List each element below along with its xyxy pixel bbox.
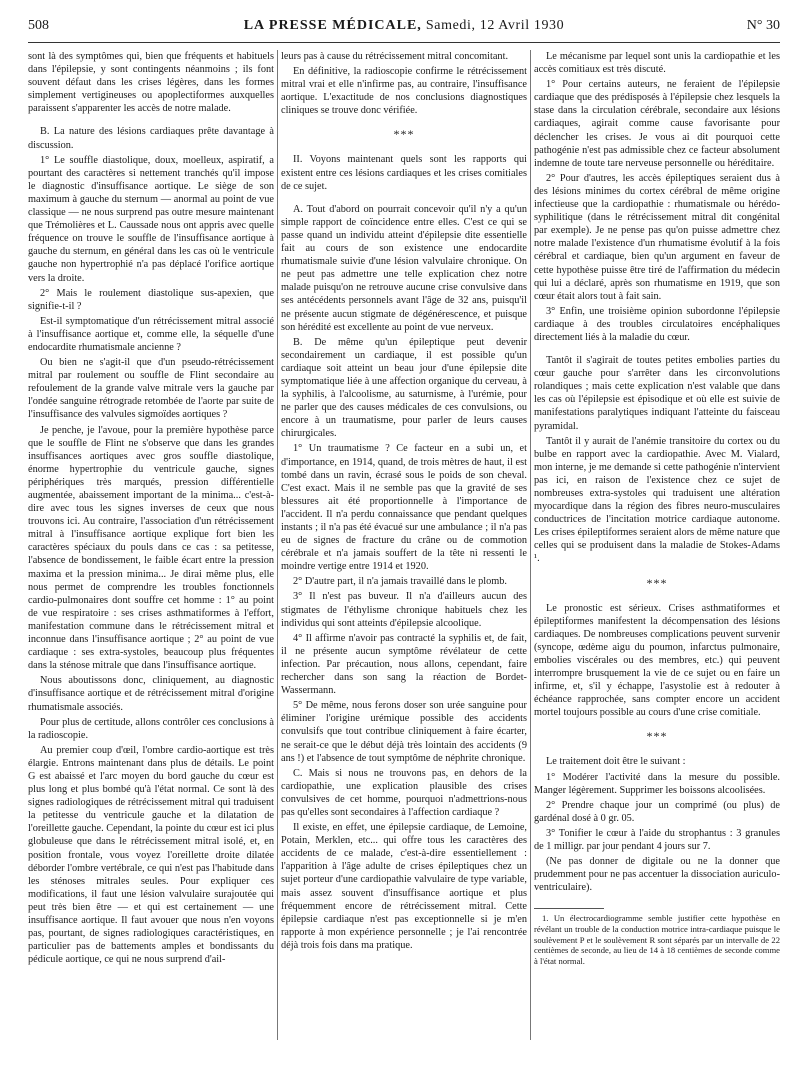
paragraph: Au premier coup d'œil, l'ombre cardio-aortique est très élargie. Entrons maintenant dans plus de détails. Le point G est abaissé et l'arc moyen du bord gauche du cœur est plus long et plus bombé qu'à l'état normal. Ce sont là des signes radiologiques de rétrécissement mitral qui traduisent la petitesse du ventricule gauche et la dilatation de l'oreillette gauche. Cependant, la pointe du cœur est ici plus globuleuse que dans le rétrécissement mitral isolé, et, en position frontale, vous voyez l'oreillette droite dilatée déborder l'ombre vertébrale, ce qui n'est pas l'habitude dans les sténoses mitrales seules. Pour expliquer ces modifications, il faut une lésion valvulaire surajoutée qui peut très bien être — et qui est certainement — une insuffisance aortique. Il faut avouer que nous n'en voyons pas, pourtant, de signes radiologiques caractéristiques, en particulier pas de battements amples et bondissants du pédicule aortique, ce qui ne nous surprend d'ail- [28, 744, 274, 966]
paragraph: 3° Tonifier le cœur à l'aide du strophantus : 3 granules de 1 milligr. par jour pendant 4 jours sur 7. [534, 827, 780, 852]
paragraph: 2° Prendre chaque jour un comprimé (ou plus) de gardénal dosé à 0 gr. 05. [534, 799, 780, 824]
paragraph: C. Mais si nous ne trouvons pas, en dehors de la cardiopathie, une explication plausible des crises convulsives de cet homme, pourquoi n'admettrions-nous pas qu'elles sont secondaires à l'affection cardiaque ? [281, 767, 527, 818]
paragraph: 1° Pour certains auteurs, ne feraient de l'épilepsie cardiaque que des prédisposés à l'épilepsie chez lesquels la stase dans la circulation cérébrale, secondaire aux lésions cardiaques, agirait comme cause favorisante pour déclencher les crises. Je vous ai dit pourquoi cette pathogénie n'est pas admissible chez ce facteur absolument indemne de toute tare nerveuse personnelle ou héréditaire. [534, 79, 780, 169]
paragraph: Ou bien ne s'agit-il que d'un pseudo-rétrécissement mitral par roulement ou souffle de Flint secondaire au refoulement de la grande valve mitrale vers la gauche par l'ondée sanguine rétrograde retombée de l'aorte par suite de l'insuffisance des valvules sigmoïdes aortiques ? [28, 357, 274, 421]
paragraph: Tantôt il s'agirait de toutes petites embolies parties du cœur gauche pour s'arrêter dans les circonvolutions rolandiques ; mais cette explication n'est valable que dans les cas où l'épilepsie est épisodique et où elle est suivie de manifestations paralytiques indiquant l'atteinte du faisceau pyramidal. [534, 355, 780, 432]
column-3 [534, 50, 780, 1070]
paragraph: 2° Mais le roulement diastolique sus-apexien, que signifie-t-il ? [28, 287, 274, 312]
paragraph: Le mécanisme par lequel sont unis la cardiopathie et les accès comitiaux est très discuté. [534, 51, 780, 76]
paragraph: A. Tout d'abord on pourrait concevoir qu'il n'y a qu'un simple rapport de coïncidence entre elles. C'est ce qui se passe quand un individu atteint d'épilepsie dite essentielle fait au cours de son existence une endocardite rhumatismale suivie d'une lésion valvulaire chronique. On ne peut pas admettre une telle explication chez notre malade puisqu'on ne retrouve aucune crise convulsive dans ses antécédents personnels avant l'âge de 32 ans, puisqu'il ne présente aucun stigmate de dégénérescence, et puisque son hérédité est excellente au point de vue nerveux. [281, 203, 527, 333]
issue-date: Samedi, 12 Avril 1930 [425, 18, 565, 33]
footnote: 1. Un électrocardiogramme semble justifier cette hypothèse en révélant un trouble de la conduction motrice intra-cardiaque puisque le soulèvement P et le soulèvement R sont séparés par un intervalle de 22 centièmes de seconde, au lieu de 14 à 18 centièmes de seconde comme à l'état normal. [534, 913, 780, 966]
paragraph: Tantôt il y aurait de l'anémie transitoire du cortex ou du bulbe en rapport avec la cardiopathie. Avec M. Vialard, mon interne, je me demande si cette pathogénie n'intervient pas ici, en raison de l'existence chez ce sujet de nombreuses extra-systoles qui traduisent une altération myocardique dans la région des fibres neuro-musculaires conductrices de l'incitation motrice cardiaque autonome. Les crises épileptiformes seraient alors de même nature que celles qui se produisent dans la maladie de Stokes-Adams ¹. [534, 435, 780, 565]
paragraph: B. La nature des lésions cardiaques prête davantage à discussion. [28, 126, 274, 151]
paragraph: 1° Le souffle diastolique, doux, moelleux, aspiratif, a pourtant des caractères si nettement tranchés qu'il impose le diagnostic d'insuffisance aortique. Le siège de son maximum à gauche du sternum — anormal au point de vue classique — ne nous surprend pas outre mesure maintenant que Trémolières et L. Caussade nous ont appris avec quelle fréquence on trouve le souffle de l'insuffisance aortique à gauche du sternum, en général dans les cas où le ventricule gauche non hypertrophié n'a pas déplacé l'orifice aortique vers la droite. [28, 154, 274, 284]
publication-name: LA PRESSE MÉDICALE, [243, 18, 422, 33]
page-number: 508 [28, 18, 49, 33]
paragraph: II. Voyons maintenant quels sont les rapports qui existent entre ces lésions cardiaques et les crises comitiales de ce sujet. [281, 154, 527, 192]
issue-number: N° 30 [746, 18, 780, 33]
paragraph: Je penche, je l'avoue, pour la première hypothèse parce que le souffle de Flint ne s'observe que dans les grandes insuffisances aortiques avec gros souffle diastolique, énorme hypertrophie du ventricule gauche, signes périphériques très marqués, pression différentielle augmentée, abaissement important de la minima... c'est-à-dire avec tous les signes inverses de ceux que nous trouvons ici. Au contraire, l'association d'un rétrécissement mitral à l'insuffisance aortique explique fort bien les caractères spéciaux du pouls dans ce cas : sa petitesse, l'absence de bondissement, le faible écart entre la pression maxima et la pression minima... Je dirai même plus, elle nous permet de comprendre les troubles fonctionnels cardio-pulmonaires dont souffre cet homme : 1° au point de vue respiratoire : ses crises asthmatiformes à l'effort, manifestation commune dans le rétrécissement mitral et inconnue dans l'insuffisance aortique ; 2° au point de vue cardiaque : ses extra-systoles, beaucoup plus fréquentes dans la sténose mitrale que dans l'insuffisance aortique. [28, 424, 274, 672]
paragraph: Le pronostic est sérieux. Crises asthmatiformes et épileptiformes manifestent la décompensation des lésions cardiaques. De nombreuses complications peuvent survenir (syncope, œdème aigu du poumon, infarctus pulmonaire, embolies viscérales ou des membres, etc.) qui peuvent interrompre brusquement la vie de ce sujet ou en faire un infirme, et, s'il y échappe, l'asystolie est à redouter à échéance rapprochée, sans compter encore un accident mortel toujours possible au cours d'une crise comitiale. [534, 602, 780, 719]
column-1 [28, 50, 274, 1070]
paragraph: (Ne pas donner de digitale ou ne la donner que prudemment pour ne pas accentuer la dissociation auriculo-ventriculaire). [534, 856, 780, 894]
paragraph: 1° Modérer l'activité dans la mesure du possible. Manger légèrement. Supprimer les boissons alcoolisées. [534, 771, 780, 796]
journal-title [28, 18, 780, 34]
paragraph: Le traitement doit être le suivant : [546, 756, 686, 768]
paragraph: Nous aboutissons donc, cliniquement, au diagnostic d'insuffisance aortique et de rétrécissement mitral d'origine rhumatismale associés. [28, 675, 274, 713]
paragraph: 4° Il affirme n'avoir pas contracté la syphilis et, de fait, il ne présente aucun symptôme révélateur de cette infection. Par précaution, nous allons, cependant, faire rechercher dans son sang la réaction de Bordet-Wassermann. [281, 632, 527, 697]
paragraph: En définitive, la radioscopie confirme le rétrécissement mitral vrai et elle n'infirme pas, au contraire, l'insuffisance aortique. L'exactitude de nos conclusions diagnostiques cliniques se trouve donc vérifiée. [281, 66, 527, 117]
paragraph: 5° De même, nous ferons doser son urée sanguine pour éliminer l'origine urémique possible des accidents convulsifs que tout contribue cliniquement à faire écarter, ne serait-ce que le début déjà très lointain des accidents (9 ans !) et l'absence de tout symptôme de néphrite chronique. [281, 700, 527, 764]
column-divider [530, 50, 531, 1040]
paragraph: 3° Enfin, une troisième opinion subordonne l'épilepsie cardiaque à des troubles circulatoires encéphaliques directement liés à la maladie du cœur. [534, 305, 780, 343]
paragraph: 1° Un traumatisme ? Ce facteur en a subi un, et d'importance, en 1914, quand, de trois mètres de haut, il est tombé dans un ravin, écrasé sous le poids de son cheval. C'est exact. Mais il ne semble pas que la gravité de ses blessures ait été proportionnelle à l'importance de l'accident. Il n'a perdu connaissance que pendant quelques instants ; il n'a pas été évacué sur une ambulance ; il n'a pas eu de signes de fracture du crâne ou de commotion cérébrale et n'a jamais souffert de la tête ni ressenti le moindre vertige entre 1914 et 1920. [281, 443, 527, 573]
paragraph: 2° Pour d'autres, les accès épileptiques seraient dus à des lésions minimes du cortex cérébral de même origine infectieuse que la cardiopathie : rhumatismale ou hérédo-syphilitique (dans le rétrécissement mitral dit congénital par exemple). Je ne pense pas qu'on puisse admettre chez notre malade l'existence d'un rhumatisme évolutif à la fois cérébral et cardiaque, bien qu'un argument en faveur de cette hypothèse puisse être tiré de l'affirmation du médecin qui lui a déclaré, après son rhumatisme en 1919, que son cœur était alors tout à fait sain. [534, 172, 780, 302]
column-divider [277, 50, 278, 1040]
paragraph: Il existe, en effet, une épilepsie cardiaque, de Lemoine, Potain, Merklen, etc... qui offre tous les caractères des accidents de ce malade, c'est-à-dire essentiellement : l'apparition à l'âge adulte de crises épileptiques chez un sujet porteur d'une cardiopathie valvulaire de type variable, mais assez souvent d'insuffisance aortique et plus fréquemment encore de rétrécissement mitral. Cette épilepsie cardiaque n'est pas exceptionnelle si je m'en rapporte à mon expérience personnelle ; je l'ai rencontrée déjà trois fois dans ma pratique. [281, 822, 527, 951]
section-separator: *** [646, 729, 668, 744]
page-header [28, 18, 780, 43]
paragraph: B. De même qu'un épileptique peut devenir secondairement un cardiaque, il est possible qu'un cardiaque soit atteint un beau jour d'une épilepsie dite symptomatique liée à une affection organique du cerveau, à la syphilis, à l'alcoolisme, au saturnisme, à l'urémie, pour ne parler que des causes médicales de ces convulsions, ou encore à un traumatisme, pour parler de leurs causes chirurgicales. [281, 336, 527, 440]
paragraph: leurs pas à cause du rétrécissement mitral concomitant. [281, 51, 509, 62]
paragraph: 2° D'autre part, il n'a jamais travaillé dans le plomb. [293, 576, 507, 588]
column-2 [281, 50, 527, 1070]
paragraph: Est-il symptomatique d'un rétrécissement mitral associé à l'insuffisance aortique et, comme elle, la séquelle d'une endocardite rhumatismale ancienne ? [28, 315, 274, 353]
section-separator: *** [393, 127, 415, 142]
paragraph: 3° Il n'est pas buveur. Il n'a d'ailleurs aucun des stigmates de l'éthylisme chronique habituels chez les individus qui sont atteints d'épilepsie alcoolique. [281, 591, 527, 629]
section-separator: *** [646, 575, 668, 590]
paragraph: Pour plus de certitude, allons contrôler ces conclusions à la radioscopie. [28, 716, 274, 741]
footnote-rule [534, 908, 604, 909]
paragraph: sont là des symptômes qui, bien que fréquents et habituels dans l'épilepsie, y sont contingents néanmoins ; ils font souvent défaut dans les crises légères, dans les formes simplement vertigineuses ou apoplectiformes auxquelles paraissent s'apparenter les accès de notre malade. [28, 51, 274, 115]
